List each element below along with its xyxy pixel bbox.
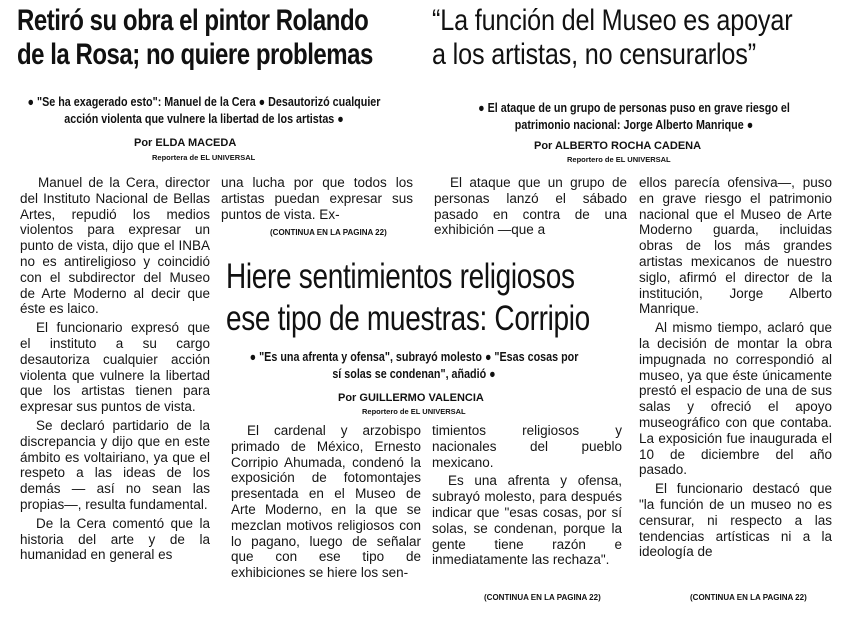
center-column-1 — [231, 423, 421, 581]
left-byline: Por ELDA MACEDA — [134, 137, 237, 149]
left-paragraph: Manuel de la Cera, director del Instituto Nacional de Bellas Artes, repudió los medios violentos para expresar un punto de vista, dijo que el INBA no es antireligioso y coincidió con el subdirector del Museo de Arte Moderno al decir que éste es laico. — [20, 175, 210, 317]
left-continued-note: (CONTINUA EN LA PAGINA 22) — [270, 228, 387, 237]
right-column-1 — [434, 175, 627, 238]
left-deck-line-1: ● "Se ha exagerado esto": Manuel de la Cera ● Desautorizó cualquier — [27, 95, 381, 109]
right-deck-line-1: ● El ataque de un grupo de personas puso en grave riesgo el — [478, 101, 790, 115]
left-paragraph: De la Cera comentó que la historia del arte y de la humanidad en general es — [20, 515, 210, 563]
center-headline-line-2: ese tipo de muestras: Corripio — [226, 299, 590, 338]
right-reporter-role: Reportero de EL UNIVERSAL — [567, 155, 671, 164]
right-deck-line-2: patrimonio nacional: Jorge Alberto Manrique ● — [514, 118, 754, 132]
right-headline-line-1: “La función del Museo es apoyar — [432, 4, 793, 37]
center-deck-line-1: ● "Es una afrenta y ofensa", subrayó molesto ● "Esas cosas por — [249, 350, 579, 364]
left-reporter-role: Reportera de EL UNIVERSAL — [152, 153, 256, 162]
right-column-2 — [639, 175, 832, 560]
center-byline: Por GUILLERMO VALENCIA — [338, 392, 484, 404]
left-paragraph: una lucha por que todos los artistas puedan expresar sus puntos de vista. Ex- — [221, 175, 413, 222]
left-paragraph: El funcionario expresó que el instituto a su cargo desautoriza cualquier acción violenta que vulnere la libertad que los artistas tienen para expresar sus puntos de vista. — [20, 320, 210, 415]
right-byline: Por ALBERTO ROCHA CADENA — [534, 140, 702, 152]
right-continued-note: (CONTINUA EN LA PAGINA 22) — [690, 593, 807, 602]
center-headline-line-1: Hiere sentimientos religiosos — [226, 257, 575, 296]
right-paragraph: El funcionario destacó que "la función de un museo no es censurar, ni respecto a las tendencias artísticas ni a la ideología de — [639, 481, 832, 560]
right-paragraph: ellos parecía ofensiva—, puso en grave riesgo el patrimonio nacional que el Museo de Arte Moderno guarda, incluidas obras de los más grandes artistas mexicanos de nuestro siglo, afirmó el director de la institución, Jorge Alberto Manrique. — [639, 175, 832, 317]
left-column-2 — [221, 175, 413, 222]
center-column-2 — [432, 423, 622, 568]
right-paragraph: El ataque que un grupo de personas lanzó el sábado pasado en contra de una exhibición —que a — [434, 175, 627, 238]
left-headline-line-2: de la Rosa; no quiere problemas — [17, 38, 373, 71]
left-deck-line-2: acción violenta que vulnere la libertad de los artistas ● — [64, 112, 344, 126]
center-reporter-role: Reportero de EL UNIVERSAL — [362, 407, 466, 416]
center-deck-line-2: sí solas se condenan", añadió ● — [332, 367, 496, 381]
left-paragraph: Se declaró partidario de la discrepancia y dijo que en este ámbito es voltairiano, ya que el respeto a las ideas de los demás — así no sean las propias—, resulta fundamental. — [20, 417, 210, 512]
center-paragraph: timientos religiosos y nacionales del pueblo mexicano. — [432, 423, 622, 470]
center-paragraph: Es una afrenta y ofensa, subrayó molesto, para después indicar que "esas cosas, por sí solas, se condenan, porque la gente tiene razón e inmediatamente las rechaza". — [432, 473, 622, 568]
right-paragraph: Al mismo tiempo, aclaró que la decisión de montar la obra impugnada no correspondió al museo, ya que éste únicamente prestó el espacio de una de sus salas y ofreció el apoyo museográfico con que contaba. La exposición fue inaugurada el 10 de diciembre del año pasado. — [639, 320, 832, 478]
center-continued-note: (CONTINUA EN LA PAGINA 22) — [484, 593, 601, 602]
left-column-1 — [20, 175, 210, 563]
center-paragraph: El cardenal y arzobispo primado de México, Ernesto Corripio Ahumada, condenó la exposición de fotomontajes presentada en el Museo de Arte Moderno, en la que se mezclan motivos religiosos con lo pagano, luego de señalar que con ese tipo de exhibiciones se hiere los sen- — [231, 423, 421, 581]
left-headline-line-1: Retiró su obra el pintor Rolando — [17, 4, 369, 37]
right-headline-line-2: a los artistas, no censurarlos” — [432, 38, 756, 71]
